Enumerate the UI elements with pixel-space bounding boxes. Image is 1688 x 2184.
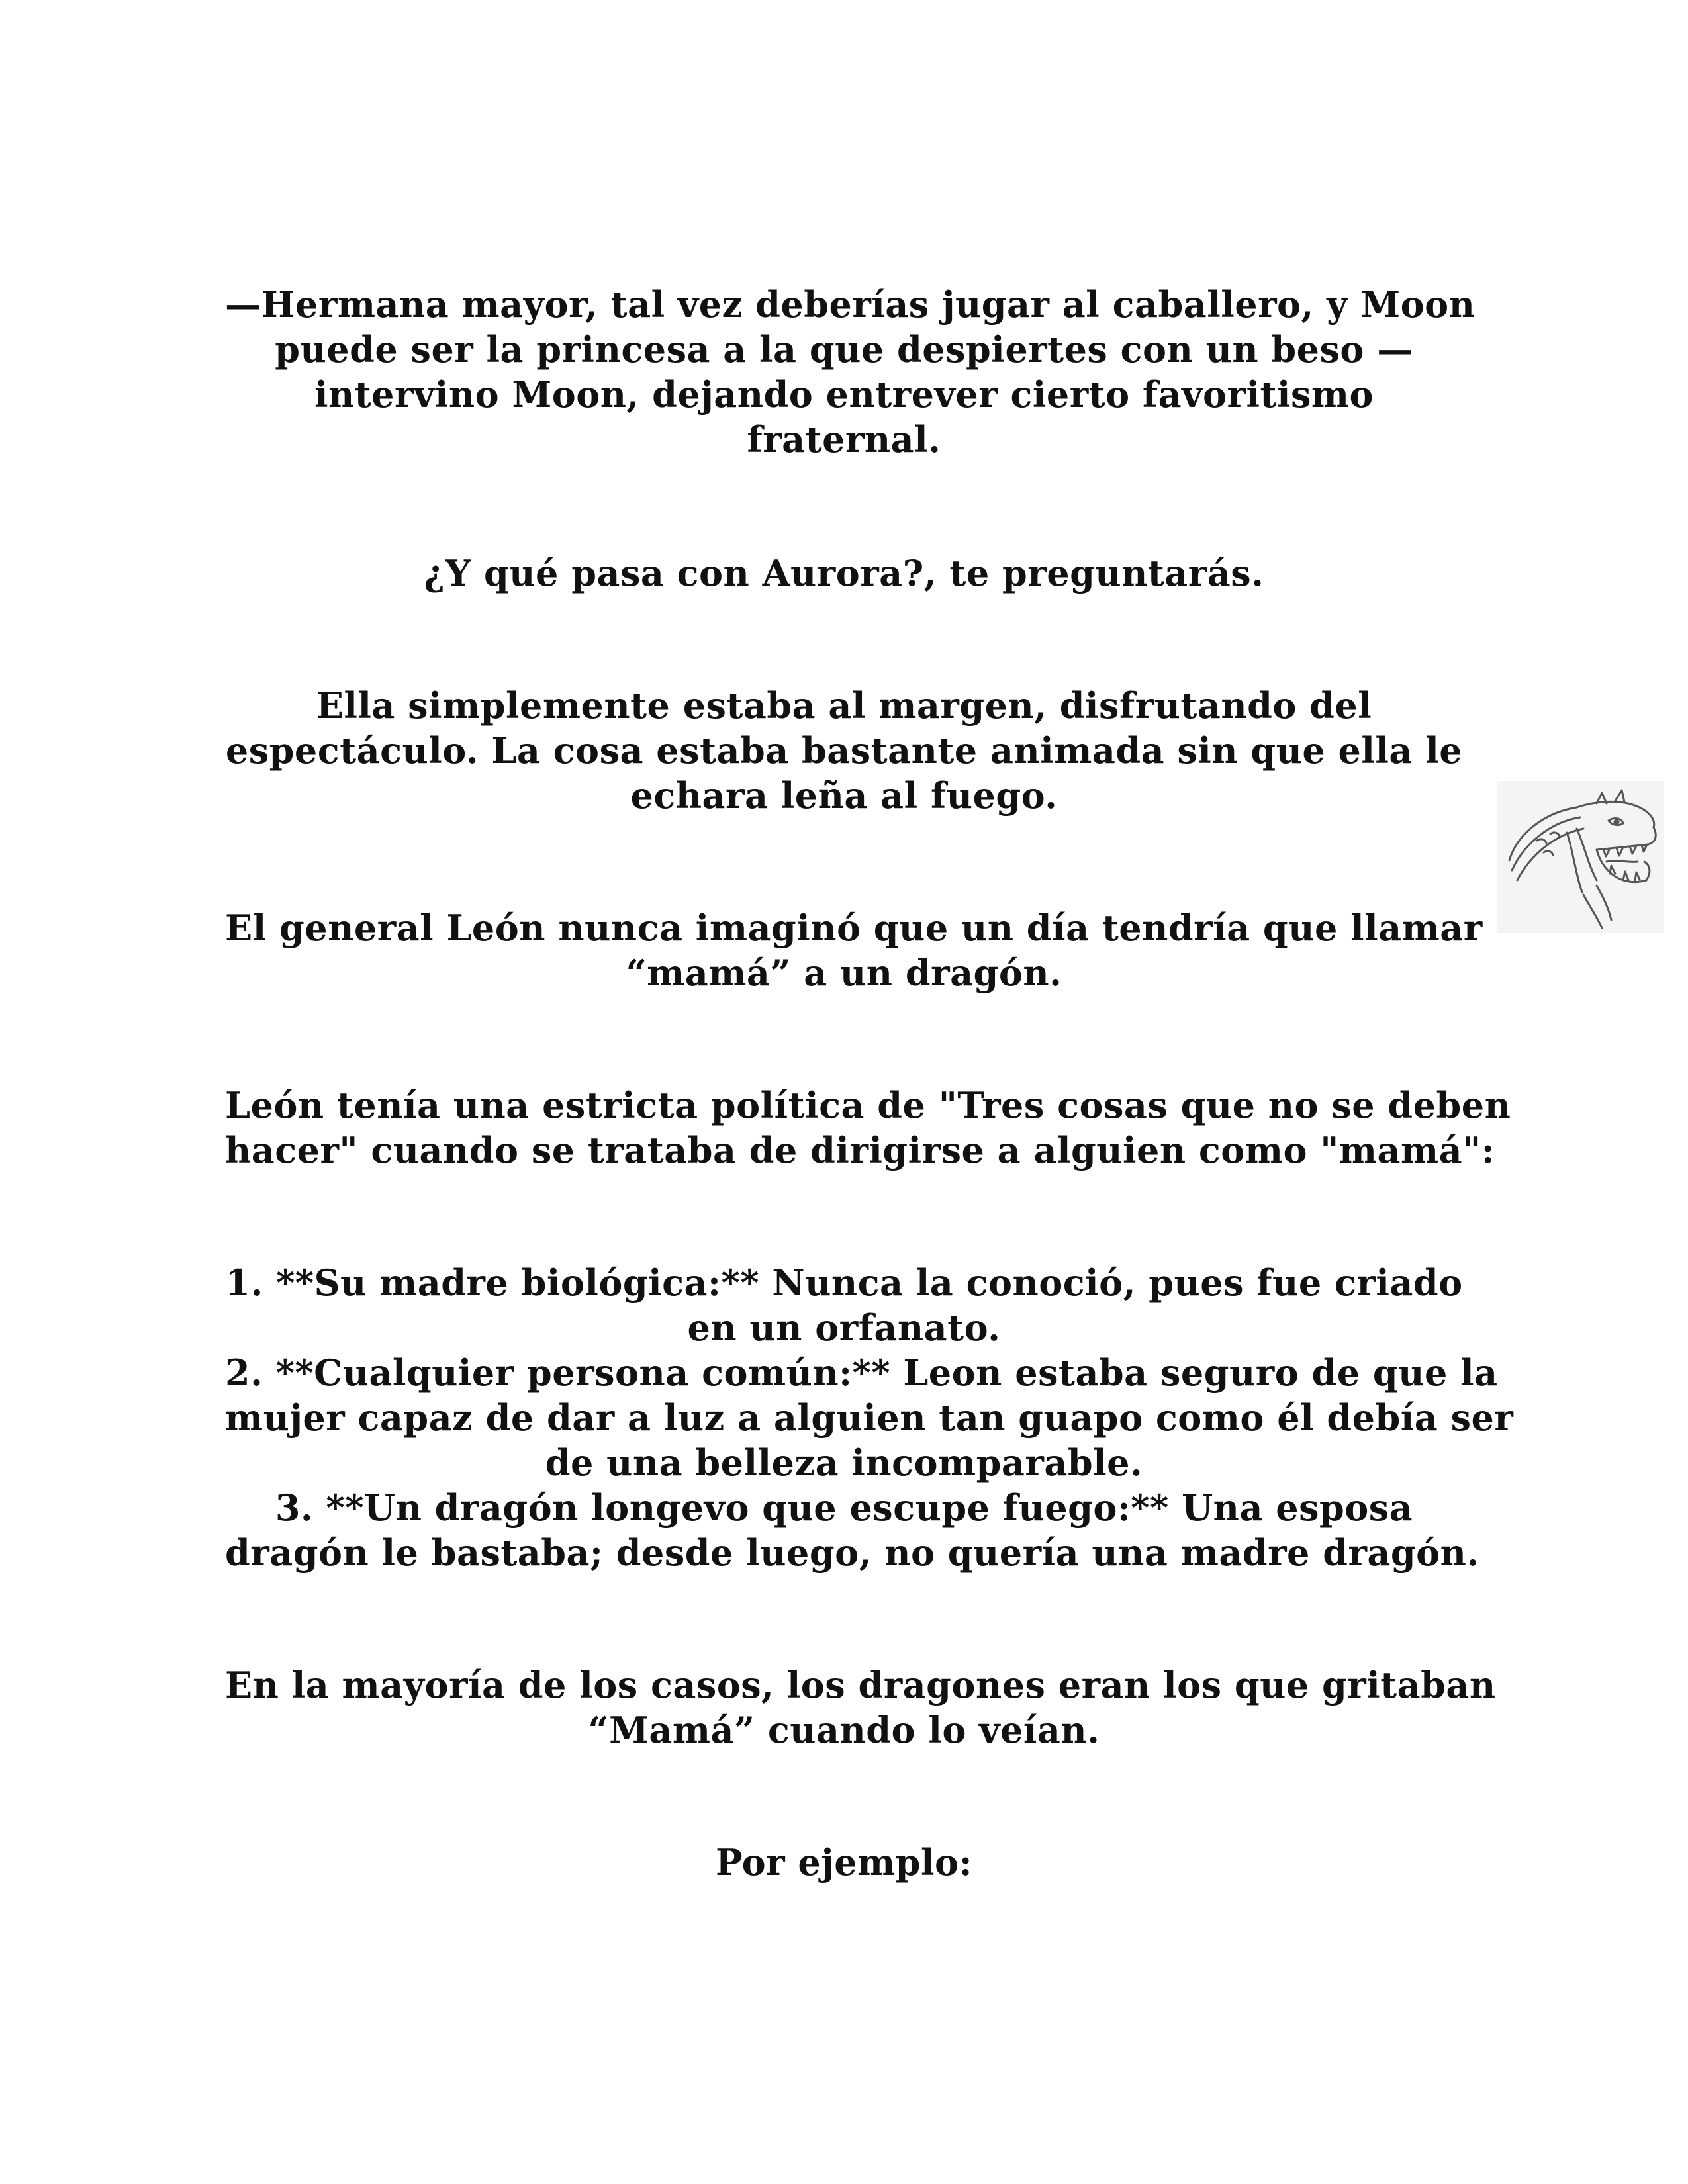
- numbered-list: [225, 1260, 1514, 1575]
- text-line: espectáculo. La cosa estaba bastante animada sin que ella le: [225, 729, 1463, 772]
- list-item-line: 2. **Cualquier persona común:** Leon estaba seguro de que la: [225, 1351, 1498, 1394]
- text-line: intervino Moon, dejando entrever cierto favoritismo: [314, 373, 1374, 416]
- list-item-line: mujer capaz de dar a luz a alguien tan guapo como él debía ser: [225, 1396, 1514, 1439]
- text-line: puede ser la princesa a la que despiertes con un beso —: [275, 328, 1413, 371]
- text-line: En la mayoría de los casos, los dragones eran los que gritaban: [225, 1664, 1496, 1706]
- paragraph-dialogue: [225, 282, 1476, 462]
- paragraph-example: [225, 1840, 1463, 1885]
- paragraph-aurora: [225, 683, 1463, 818]
- text-line: echara leña al fuego.: [630, 774, 1058, 817]
- paragraph-dragons-shout: [225, 1662, 1496, 1752]
- text-line: hacer" cuando se trataba de dirigirse a alguien como "mamá":: [225, 1129, 1495, 1171]
- text-line: Por ejemplo:: [715, 1841, 973, 1884]
- list-item-line: 3. **Un dragón longevo que escupe fuego:** Una esposa: [275, 1486, 1413, 1529]
- text-line: “mamá” a un dragón.: [626, 952, 1062, 994]
- list-item-line: en un orfanato.: [687, 1306, 1001, 1349]
- text-line: “Mamá” cuando lo veían.: [588, 1709, 1100, 1751]
- text-line: El general León nunca imaginó que un día tendría que llamar: [225, 907, 1483, 949]
- text-line: —Hermana mayor, tal vez deberías jugar al caballero, y Moon: [225, 283, 1476, 326]
- paragraph-aurora-question: [225, 551, 1463, 596]
- list-item-line: de una belleza incomparable.: [545, 1441, 1143, 1484]
- list-item-line: dragón le bastaba; desde luego, no quería una madre dragón.: [225, 1531, 1479, 1574]
- text-line: ¿Y qué pasa con Aurora?, te preguntarás.: [424, 552, 1264, 594]
- paragraph-policy: [225, 1083, 1511, 1173]
- list-item-line: 1. **Su madre biológica:** Nunca la conoció, pues fue criado: [225, 1261, 1463, 1304]
- paragraph-general-leon: [225, 905, 1483, 995]
- text-line: Ella simplemente estaba al margen, disfrutando del: [316, 684, 1372, 727]
- text-line: León tenía una estricta política de "Tres cosas que no se deben: [225, 1084, 1511, 1126]
- dragon-head-sketch-icon: [1497, 781, 1664, 933]
- text-line: fraternal.: [747, 418, 941, 461]
